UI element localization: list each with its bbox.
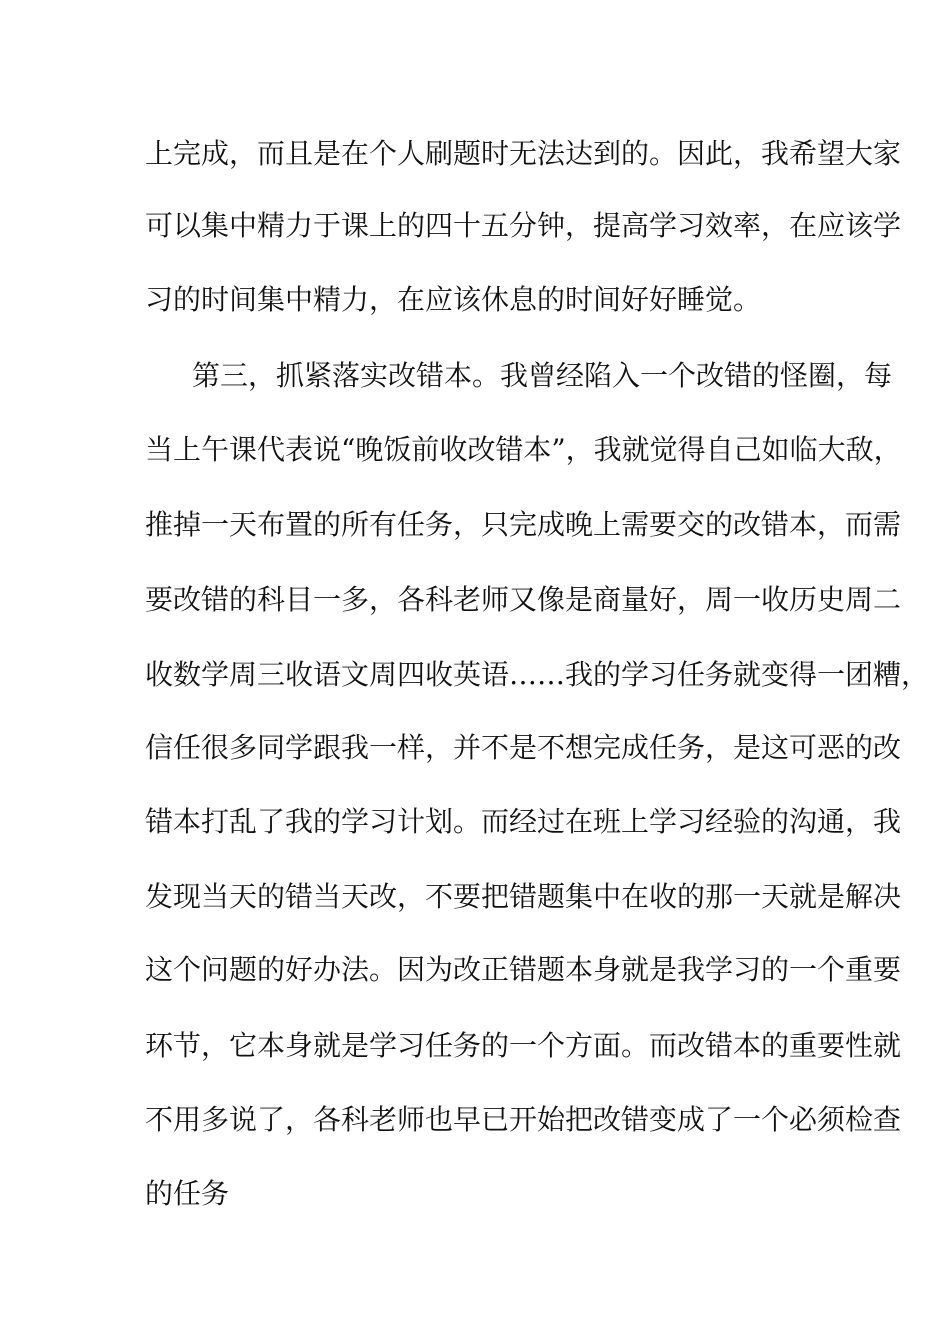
text-line-14: 不用多说了，各科老师也早已开始把改错变成了一个必须检查: [145, 1103, 902, 1136]
text-line-1: 上完成，而且是在个人刷题时无法达到的。因此，我希望大家: [145, 137, 902, 170]
text-line-12: 这个问题的好办法。因为改正错题本身就是我学习的一个重要: [145, 953, 902, 986]
text-line-11: 发现当天的错当天改，不要把错题集中在收的那一天就是解决: [145, 880, 902, 913]
text-line-6: 推掉一天布置的所有任务，只完成晚上需要交的改错本，而需: [145, 508, 902, 541]
text-line-5: 当上午课代表说“晚饭前收改错本”，我就觉得自己如临大敌，: [145, 433, 902, 466]
text-line-13: 环节，它本身就是学习任务的一个方面。而改错本的重要性就: [145, 1029, 902, 1062]
paragraph-start-line: 第三，抓紧落实改错本。我曾经陷入一个改错的怪圈，每: [192, 359, 893, 392]
text-line-15: 的任务: [145, 1177, 230, 1210]
text-line-2: 可以集中精力于课上的四十五分钟，提高学习效率，在应该学: [145, 209, 902, 242]
text-line-7: 要改错的科目一多，各科老师又像是商量好，周一收历史周二: [145, 583, 902, 616]
text-line-9: 信任很多同学跟我一样，并不是不想完成任务，是这可恶的改: [145, 731, 902, 764]
text-line-8: 收数学周三收语文周四收英语……我的学习任务就变得一团糟，: [145, 658, 930, 691]
text-line-10: 错本打乱了我的学习计划。而经过在班上学习经验的沟通，我: [145, 805, 902, 838]
text-line-3: 习的时间集中精力，在应该休息的时间好好睡觉。: [145, 283, 762, 316]
